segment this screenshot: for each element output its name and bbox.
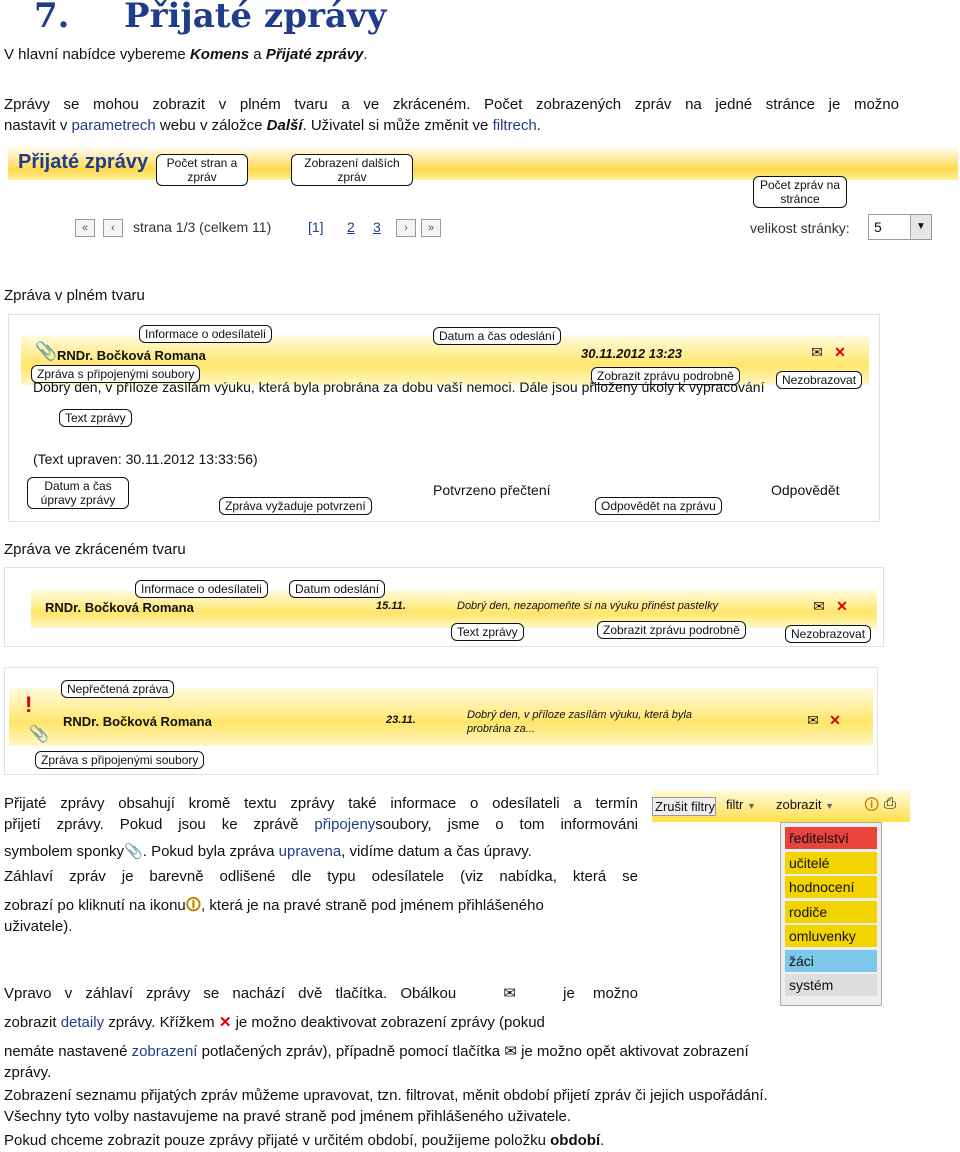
para3-line2 [4,1012,638,1033]
para4-line1: Zobrazení seznamu přijatých zpráv můžeme upravovat, tzn. filtrovat, měnit období přijetí zpráv či jejich uspořádání. [4,1087,768,1104]
sender-type-dropdown [780,822,882,1006]
paperclip-icon: 📎 [35,341,58,361]
unread-date: 23.11. [386,714,416,726]
callout-attachments: Zpráva s připojenými soubory [31,365,200,383]
callout-attachments-unread: Zpráva s připojenými soubory [35,751,204,769]
filter-bar [652,790,910,822]
link-detaily[interactable]: detaily [60,1014,105,1031]
para3-line2-pre: zobrazit [4,1014,61,1031]
callout-pages: Počet stran a zpráv [156,154,248,186]
unread-sender: RNDr. Bočková Romana [63,714,212,729]
para2-line6: uživatele). [4,918,73,935]
para2-line3-mid: . Pokud byla zpráva [142,843,279,860]
para4 [4,1085,934,1151]
page-3-link[interactable]: 3 [373,219,381,235]
unread-body [467,708,692,736]
page-size-value: 5 [874,219,882,235]
para2-line3-pre: symbolem sponky [4,843,125,860]
callout-per-page: Počet zpráv na stránce [753,176,847,208]
exclamation-icon: ! [25,692,33,717]
link-pripojeny[interactable]: připojeny [314,816,376,833]
para2-line2 [4,814,638,835]
para3-line1 [4,983,638,1004]
para2-line5-post: , která je na pravé straně pod jménem přihlášeného [201,897,544,914]
para1-line1: Zprávy se mohou zobrazit v plném tvaru a ve zkráceném. Počet zobrazených zpráv na jedné stránce je možno [4,96,899,113]
callout-show-detail: Zobrazit zprávu podrobně [591,367,740,385]
intro-prijate: Přijaté zprávy [265,46,364,63]
chevron-down-icon: ▼ [825,801,835,811]
callout-reply: Odpovědět na zprávu [595,497,722,515]
callout-requires-confirm: Zpráva vyžaduje potvrzení [219,497,372,515]
pager-text: strana 1/3 (celkem 11) [133,219,272,235]
envelope-icon[interactable]: ✉ [807,711,819,728]
para1-dalsi: Další [266,117,303,134]
para2-line3 [4,841,638,862]
para3 [4,983,638,1033]
filter-label: filtr [726,797,744,812]
callout-date: Datum odeslání [289,580,385,598]
para3-line3 [4,1041,899,1062]
chevron-down-icon[interactable]: ▼ [910,215,931,239]
para1-text-mid2: . Uživatel si může změnit ve [302,117,493,134]
edited-text: (Text upraven: 30.11.2012 13:33:56) [33,451,258,467]
dropdown-item[interactable]: učitelé [785,852,877,874]
callout-hide: Nezobrazovat [776,371,862,389]
printer-icon[interactable]: ⎙ [884,795,897,812]
dropdown-item[interactable]: rodiče [785,901,877,923]
dropdown-item[interactable]: omluvenky [785,925,877,947]
para1 [4,94,899,136]
dropdown-item[interactable]: ředitelství [785,827,877,849]
section-short-heading: Zpráva ve zkráceném tvaru [4,541,186,558]
screenshot-pager [8,146,958,254]
para4-line3 [4,1130,934,1151]
confirm-read-link[interactable]: Potvrzeno přečtení [433,482,551,498]
para2-line2-post: soubory, jsme o tom informováni [375,816,638,833]
envelope-icon[interactable]: ✉ [811,343,823,360]
callout-unread: Nepřečtená zpráva [61,680,174,698]
para4-line3-pre: Pokud chceme zobrazit pouze zprávy přijaté v určitém období, použijeme položku [4,1132,551,1149]
page-heading [34,0,386,36]
para2-line5-pre: zobrazí po kliknutí na ikonu [4,897,186,914]
section-full-heading: Zpráva v plném tvaru [4,287,145,304]
reply-link[interactable]: Odpovědět [771,482,840,498]
full-datetime: 30.11.2012 13:23 [581,346,682,361]
para3-line4: zprávy. [4,1064,52,1081]
para3-line3-mid: potlačených zpráv), případně pomocí tlačítka [197,1043,501,1060]
unread-body-line2: probrána za... [467,723,535,735]
first-page-icon[interactable]: « [75,219,95,237]
link-zobrazeni[interactable]: zobrazení [131,1043,198,1060]
last-page-icon[interactable]: » [421,219,441,237]
paperclip-icon: 📎 [124,843,143,860]
callout-sender-info: Informace o odesílateli [139,325,272,343]
para3-line2-mid: zprávy. Křížkem [104,1014,215,1031]
para3-line1-post: je možno [563,985,638,1002]
link-parametrech[interactable]: parametrech [71,117,156,134]
restore-message-icon: ✉ [504,1043,517,1060]
para3-line3-post: je možno opět aktivovat zobrazení [521,1043,749,1060]
person-info-icon: 🛈 [185,897,202,914]
pager-header-bar [8,146,958,180]
para1-text-mid: webu v záložce [155,117,267,134]
callout-text: Text zprávy [59,409,132,427]
page-size-select[interactable] [868,214,932,240]
chevron-down-icon: ▼ [746,801,756,811]
unread-body-line1: Dobrý den, v příloze zasílám výuku, která byla [467,709,692,721]
intro-text-post: . [363,46,368,63]
para3-line2-post: je možno deaktivovat zobrazení zprávy (pokud [235,1014,545,1031]
para4-line2: Všechny tyto volby nastavujeme na pravé straně pod jménem přihlášeného uživatele. [4,1108,571,1125]
envelope-icon[interactable]: ✉ [813,597,825,614]
prev-page-icon[interactable]: ‹ [103,219,123,237]
paperclip-icon: 📎 [29,726,49,743]
screenshot-unread-message [4,667,878,775]
cancel-filter-button[interactable]: Zrušit filtry [652,797,716,816]
para3b [4,1041,899,1083]
close-icon[interactable]: ✕ [834,343,846,360]
para2-line4: Záhlaví zpráv je barevně odlišené dle typu odesílatele (viz nabídka, která se [4,868,638,885]
show-menu[interactable] [776,797,834,812]
callout-datetime: Datum a čas odeslání [433,327,561,345]
heading-number: 7. [34,0,70,36]
intro-text: V hlavní nabídce vybereme [4,46,190,63]
para3-line1-pre: Vpravo v záhlaví zprávy se nachází dvě tlačítka. Obálkou [4,985,457,1002]
dropdown-item[interactable]: systém [785,974,877,996]
next-page-icon[interactable]: › [396,219,416,237]
page-size-label: velikost stránky: [750,220,850,236]
pager-title: Přijaté zprávy [18,151,149,173]
screenshot-short-message [4,567,884,647]
short-sender: RNDr. Bočková Romana [45,600,194,615]
para2-line5 [4,895,638,916]
show-label: zobrazit [776,797,822,812]
page-current: [1] [308,219,324,235]
full-body-text: Dobrý den, v příloze zasílám výuku, která byla probrána za dobu vaší nemoci. Dále jsou přiloženy úkoly k vypracování [33,379,765,395]
link-upravena[interactable]: upravena [278,843,342,860]
short-date: 15.11. [376,600,406,612]
para2-line2-pre: přijetí zprávy. Pokud jsou ke zprávě [4,816,315,833]
callout-text-short: Text zprávy [451,623,524,641]
intro-komens: Komens [189,46,250,63]
para4-obdobi: období [550,1132,601,1149]
full-sender: RNDr. Bočková Romana [57,348,206,363]
para2 [4,793,638,937]
intro-text-mid: a [249,46,266,63]
dropdown-item[interactable]: žáci [785,950,877,972]
para1-text: nastavit v [4,117,72,134]
para2-line1: Přijaté zprávy obsahují kromě textu zprávy také informace o odesílateli a termín [4,795,638,812]
callout-show-detail-short: Zobrazit zprávu podrobně [597,621,746,639]
person-info-icon[interactable]: 🛈 [864,797,880,814]
callout-sender-info-short: Informace o odesílateli [135,580,268,598]
callout-date-edit: Datum a čas úpravy zprávy [27,477,129,509]
close-icon: ✕ [218,1014,232,1031]
envelope-icon: ✉ [503,985,516,1002]
short-body-text: Dobrý den, nezapomeňte si na výuku přinést pastelky [457,600,719,612]
callout-next: Zobrazení dalších zpráv [291,154,413,186]
callout-hide-short: Nezobrazovat [785,625,871,643]
para4-line3-post: . [600,1132,605,1149]
link-filtrech[interactable]: filtrech [492,117,537,134]
close-icon[interactable]: ✕ [836,597,848,614]
page-2-link[interactable]: 2 [347,219,355,235]
para1-text-post: . [536,117,541,134]
dropdown-item[interactable]: hodnocení [785,876,877,898]
para3-line3-pre: nemáte nastavené [4,1043,132,1060]
intro-paragraph [4,44,899,65]
para2-line3-post: , vidíme datum a čas úpravy. [341,843,532,860]
para1-line2 [4,115,899,136]
screenshot-full-message [8,314,880,522]
close-icon[interactable]: ✕ [829,711,841,728]
heading-title: Přijaté zprávy [124,0,387,36]
filter-menu[interactable] [726,797,756,812]
